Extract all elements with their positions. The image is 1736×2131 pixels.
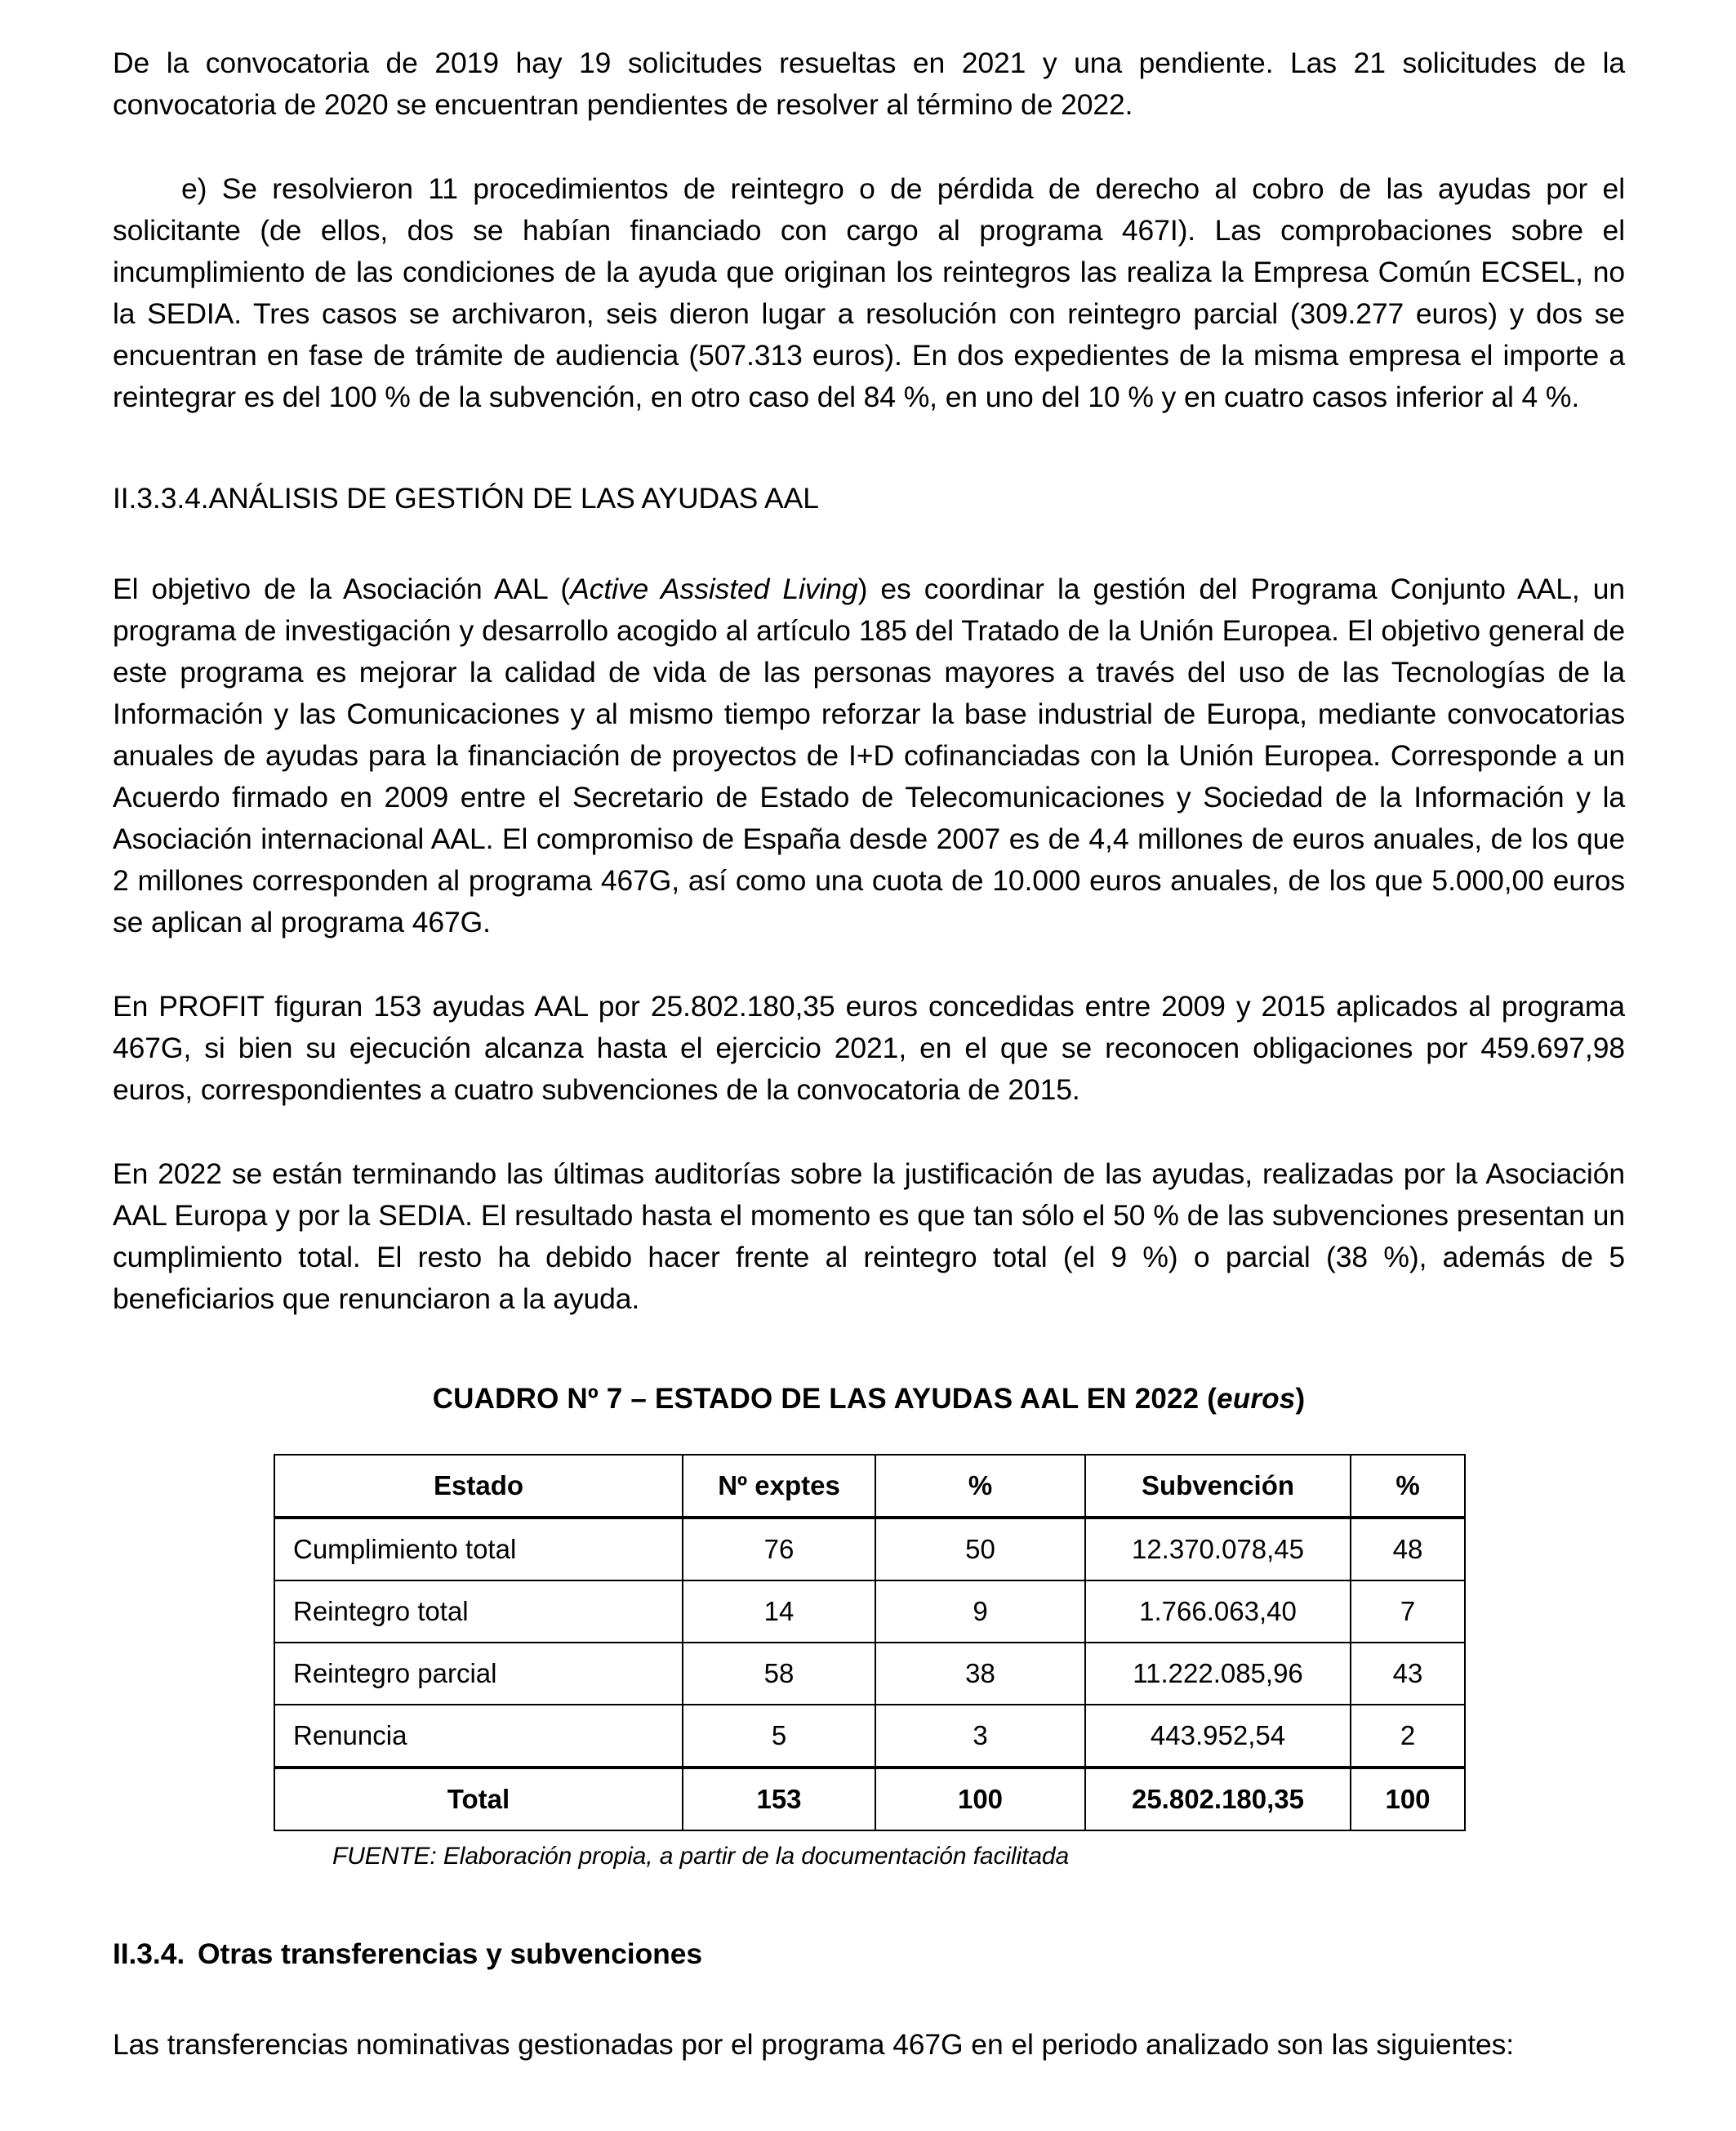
cell-pct-exptes: 3 [875, 1705, 1085, 1768]
paragraph-text-part-1: El objetivo de la Asociación AAL ( [113, 573, 571, 605]
paragraph-auditorias-2022: En 2022 se están terminando las últimas auditorías sobre la justificación de las ayudas, realizadas por la Asociación AAL Europa y por la SEDIA. El resultado hasta el momento es que tan sólo el 50 % de las subvenciones presentan un cumplimiento total. El resto ha debido hacer frente al reintegro total (el 9 %) o parcial (38 %), además de 5 beneficiarios que renunciaron a la ayuda. [113, 1157, 1625, 1315]
paragraph-transferencias-nominativas: Las transferencias nominativas gestionadas por el programa 467G en el periodo analizado son las siguientes: [113, 2028, 1515, 2061]
paragraph-text-part-2: ) es coordinar la gestión del Programa Conjunto AAL, un programa de investigación y desarrollo acogido al artículo 185 del Tratado de la Unión Europea. El objetivo general de este programa es mejorar la calidad de vida de las personas mayores a través del uso de las Tecnologías de la Información y las Comunicaciones y al mismo tiempo reforzar la base industrial de Europa, mediante convocatorias anuales de ayudas para la financiación de proyectos de I+D cofinanciadas con la Unión Europea. Corresponde a un Acuerdo firmado en 2009 entre el Secretario de Estado de Telecomunicaciones y Sociedad de la Información y la Asociación internacional AAL. El compromiso de España desde 2007 es de 4,4 millones de euros anuales, de los que 2 millones corresponden al programa 467G, así como una cuota de 10.000 euros anuales, de los que 5.000,00 euros se aplican al programa 467G. [113, 573, 1625, 938]
cell-pct-exptes: 38 [875, 1643, 1085, 1705]
cell-pct-subvencion: 7 [1351, 1580, 1465, 1643]
table-caption-close: ) [1295, 1383, 1306, 1415]
cell-total-subvencion: 25.802.180,35 [1085, 1768, 1351, 1830]
paragraph-procedimientos-reintegro: e) Se resolvieron 11 procedimientos de reintegro o de pérdida de derecho al cobro de las ayudas por el solicitante (de ellos, dos se habían financiado con cargo al programa 467I). Las comprobaciones sobre el incumplimiento de las condiciones de la ayuda que originan los reintegros las realiza la Empresa Común ECSEL, no la SEDIA. Tres casos se archivaron, seis dieron lugar a resolución con reintegro parcial (309.277 euros) y dos se encuentran en fase de trámite de audiencia (507.313 euros). En dos expedientes de la misma empresa el importe a reintegrar es del 100 % de la subvención, en otro caso del 84 %, en uno del 10 % y en cuatro casos inferior al 4 %. [113, 172, 1625, 413]
spacer [113, 418, 1625, 479]
cell-estado: Reintegro parcial [274, 1643, 683, 1705]
spacer [113, 1973, 1625, 2024]
cell-pct-subvencion: 43 [1351, 1643, 1465, 1705]
spacer [113, 943, 1625, 986]
heading-number: II.3.3.4. [113, 482, 209, 515]
paragraph-convocatoria-2019: De la convocatoria de 2019 hay 19 solicitudes resueltas en 2021 y una pendiente. Las 21 solicitudes de la convocatoria de 2020 se encuentran pendientes de resolver al término de 2022. [113, 47, 1625, 121]
cell-total-pct-exptes: 100 [875, 1768, 1085, 1830]
spacer [113, 1111, 1625, 1153]
cell-total-label: Total [274, 1768, 683, 1830]
table-total-row [274, 1768, 1465, 1830]
active-assisted-living-emphasis: Active Assisted Living [570, 573, 858, 605]
cell-subvencion: 11.222.085,96 [1085, 1643, 1351, 1705]
paragraph-profit-ayudas: En PROFIT figuran 153 ayudas AAL por 25.802.180,35 euros concedidas entre 2009 y 2015 aplicados al programa 467G, si bien su ejecución alcanza hasta el ejercicio 2021, en el que se reconocen obligaciones por 459.697,98 euros, correspondientes a cuatro subvenciones de la convocatoria de 2015. [113, 990, 1625, 1106]
cell-subvencion: 1.766.063,40 [1085, 1580, 1351, 1643]
table-row [274, 1643, 1465, 1705]
sub-heading-title: Otras transferencias y subvenciones [198, 1937, 703, 1970]
cell-subvencion: 443.952,54 [1085, 1705, 1351, 1768]
table-row [274, 1705, 1465, 1768]
spacer [113, 126, 1625, 168]
spacer [113, 1320, 1625, 1380]
paragraph-objetivo-asociacion-aal [113, 568, 1625, 943]
cell-estado: Cumplimiento total [274, 1518, 683, 1580]
column-header-estado: Estado [274, 1455, 683, 1518]
cell-total-pct-subvencion: 100 [1351, 1768, 1465, 1830]
cell-num-exptes: 5 [683, 1705, 875, 1768]
sub-heading-number: II.3.4. [113, 1937, 185, 1970]
cell-estado: Reintegro total [274, 1580, 683, 1643]
table-footer [274, 1768, 1465, 1830]
table-body [274, 1518, 1465, 1768]
spacer [113, 1418, 1625, 1454]
table-container [274, 1454, 1464, 1874]
table-header [274, 1455, 1465, 1518]
table-row [274, 1518, 1465, 1580]
spacer [113, 518, 1625, 568]
cell-pct-exptes: 50 [875, 1518, 1085, 1580]
cell-pct-subvencion: 2 [1351, 1705, 1465, 1768]
table-caption-units: euros [1217, 1383, 1296, 1415]
cell-pct-exptes: 9 [875, 1580, 1085, 1643]
table-caption [113, 1380, 1625, 1418]
column-header-pct-exptes: % [875, 1455, 1085, 1518]
estado-ayudas-aal-table [274, 1454, 1466, 1831]
column-header-num-exptes: Nº exptes [683, 1455, 875, 1518]
heading-analisis-gestion-ayudas-aal [113, 479, 1625, 518]
cell-estado: Renuncia [274, 1705, 683, 1768]
spacer [113, 1874, 1625, 1934]
cell-pct-subvencion: 48 [1351, 1518, 1465, 1580]
cell-total-num-exptes: 153 [683, 1768, 875, 1830]
cell-num-exptes: 58 [683, 1643, 875, 1705]
column-header-subvencion: Subvención [1085, 1455, 1351, 1518]
table-row [274, 1580, 1465, 1643]
cell-num-exptes: 76 [683, 1518, 875, 1580]
table-header-row [274, 1455, 1465, 1518]
table-source-note: FUENTE: Elaboración propia, a partir de la documentación facilitada [332, 1843, 1070, 1870]
table-caption-main: CUADRO Nº 7 – ESTADO DE LAS AYUDAS AAL EN 2022 ( [432, 1383, 1217, 1415]
column-header-pct-subvencion: % [1351, 1455, 1465, 1518]
heading-otras-transferencias-subvenciones [113, 1934, 1625, 1973]
heading-title: ANÁLISIS DE GESTIÓN DE LAS AYUDAS AAL [208, 482, 819, 515]
cell-num-exptes: 14 [683, 1580, 875, 1643]
cell-subvencion: 12.370.078,45 [1085, 1518, 1351, 1580]
